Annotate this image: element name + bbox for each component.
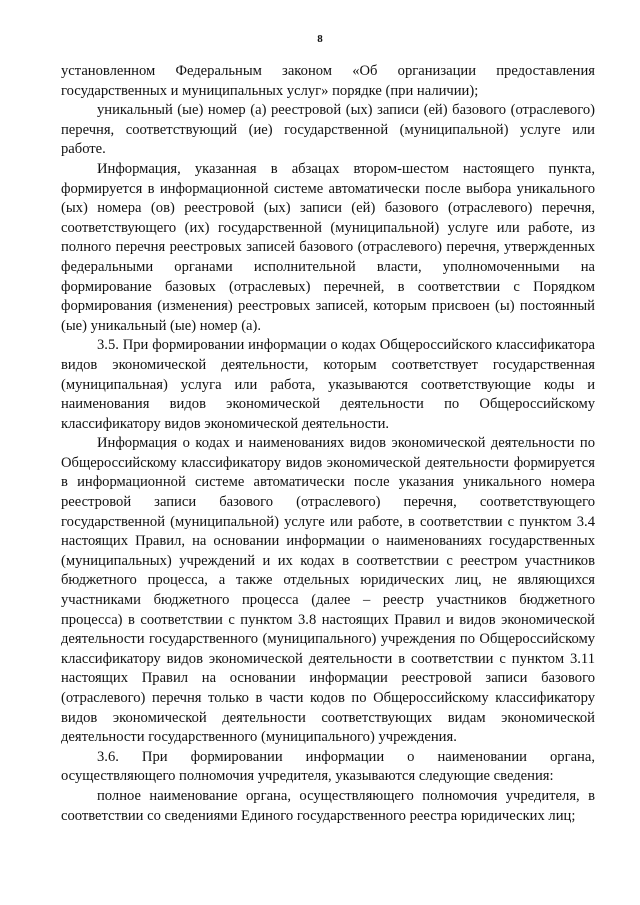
paragraph-section-3-6: 3.6. При формировании информации о наименовании органа, осуществляющего полномочия учредителя, указываются следующие сведения:: [61, 748, 595, 785]
document-body: [61, 62, 595, 826]
paragraph-okved-info: Информация о кодах и наименованиях видов экономической деятельности по Общероссийскому классификатору видов экономической деятельности формируется в информационной системе автоматически после указания уникального номера реестровой записи базового (отраслевого) перечня, соответствующего государственной (муниципальной) услуге или работе, в соответствии с пунктом 3.4 настоящих Правил, на основании информации о наименованиях государственных (муниципальных) учреждений и их кодах в соответствии с реестром участников бюджетного процесса, а также отдельных юридических лиц, не являющихся участниками бюджетного процесса (далее – реестр участников бюджетного процесса) в соответствии с пунктом 3.8 настоящих Правил и видов экономической деятельности государственного (муниципального) учреждения по Общероссийскому классификатору видов экономической деятельности в соответствии с пунктом 3.11 настоящих Правил на основании информации реестровой записи базового (отраслевого) перечня только в части кодов по Общероссийскому классификатору видов экономической деятельности соответствующих видам экономической деятельности государственного (муниципального) учреждения.: [61, 435, 595, 746]
paragraph-founder-name: полное наименование органа, осуществляющего полномочия учредителя, в соответствии со сведениями Единого государственного реестра юридических лиц;: [61, 787, 595, 824]
paragraph-unique-number: уникальный (ые) номер (а) реестровой (ых) записи (ей) базового (отраслевого) перечня, соответствующий (ие) государственной (муниципальной) услуге или работе.: [61, 102, 595, 158]
paragraph-info-formation: Информация, указанная в абзацах втором-шестом настоящего пункта, формируется в информационной системе автоматически после выбора уникального (ых) номера (ов) реестровой (ых) записи (ей) базового (отраслевого) перечня, соответствующего (их) государственной (муниципальной) услуге или работе, из полного перечня реестровых записей базового (отраслевого) перечня, утвержденных федеральными органами исполнительной власти, уполномоченными на формирование базовых (отраслевых) перечней, в соответствии с Порядком формирования (изменения) реестровых записей, которым присвоен (ы) постоянный (ые) уникальный (ые) номер (а).: [61, 160, 595, 334]
paragraph-continuation: установленном Федеральным законом «Об организации предоставления государственных и муниципальных услуг» порядке (при наличии);: [61, 63, 595, 99]
paragraph-section-3-5: 3.5. При формировании информации о кодах Общероссийского классификатора видов экономической деятельности, которым соответствует государственная (муниципальная) услуга или работа, указываются соответствующие коды и наименования видов экономической деятельности по Общероссийскому классификатору видов экономической деятельности.: [61, 337, 595, 432]
page-number: 8: [317, 33, 323, 45]
